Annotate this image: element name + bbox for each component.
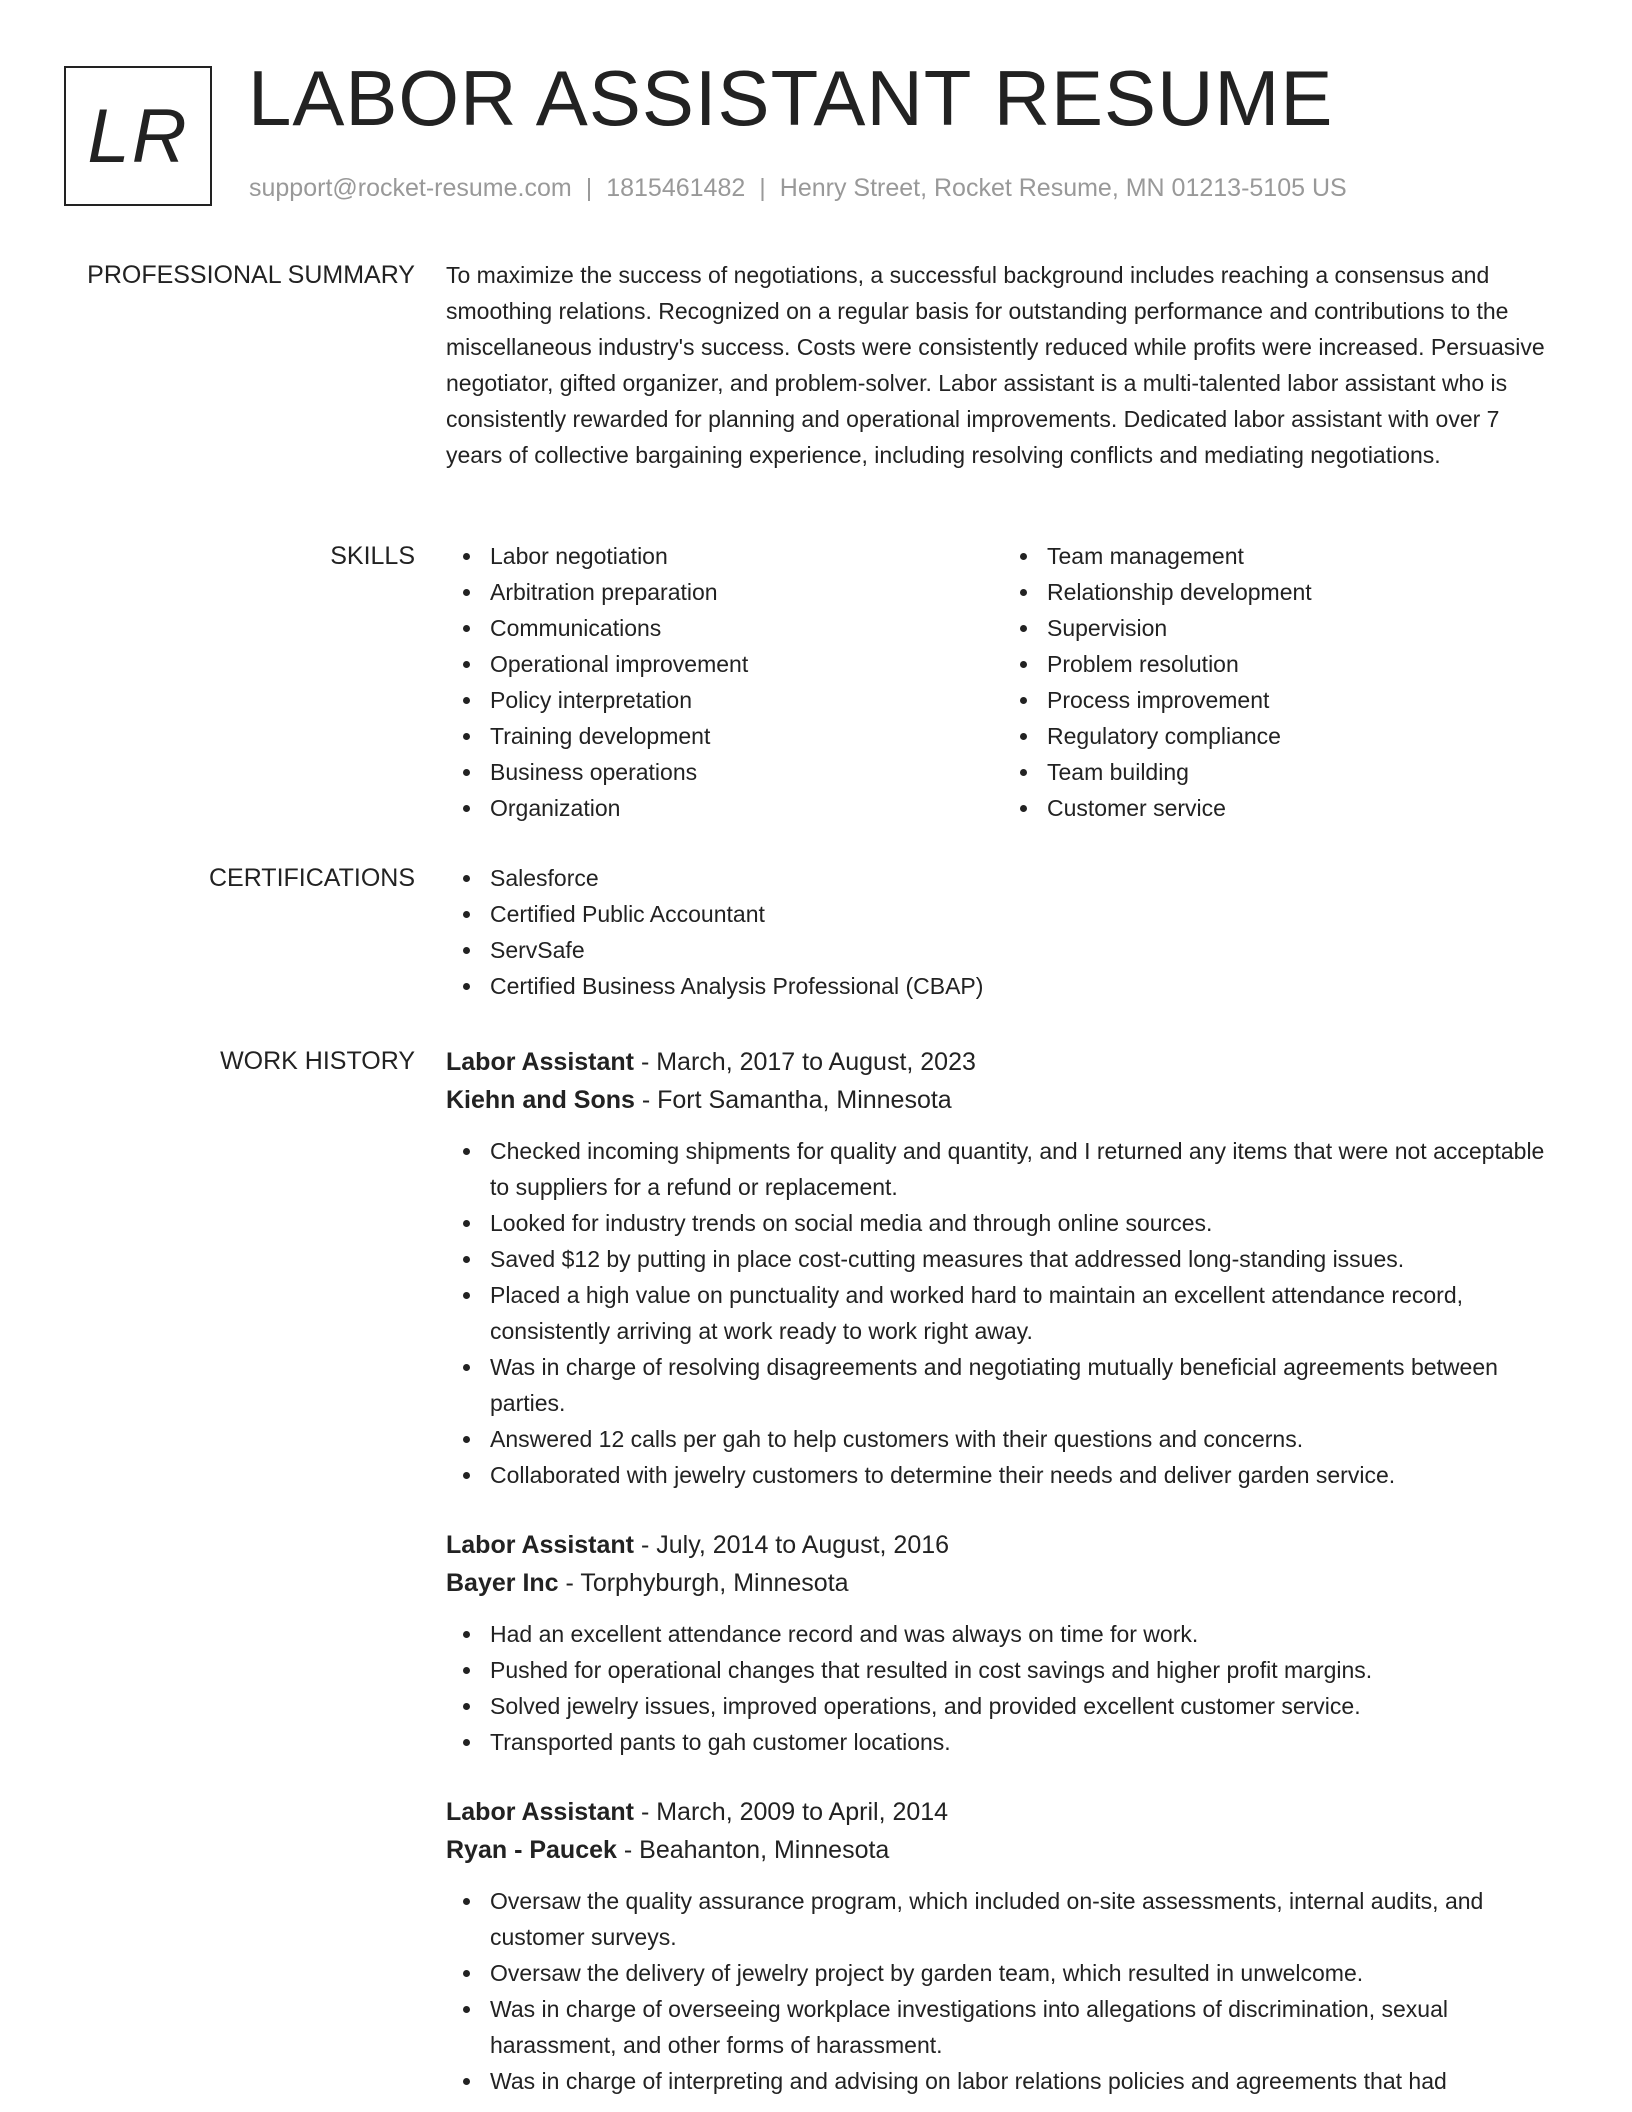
job-bullet: Answered 12 calls per gah to help customers with their questions and concerns.	[490, 1421, 1560, 1457]
skill-item: Arbitration preparation	[490, 574, 1003, 610]
job-title-line	[446, 1526, 1560, 1564]
certification-item: ServSafe	[490, 932, 1560, 968]
job-title-line	[446, 1793, 1560, 1831]
job-bullet: Oversaw the delivery of jewelry project by garden team, which resulted in unwelcome.	[490, 1955, 1560, 1991]
contact-line	[249, 174, 1347, 203]
job-bullet: Pushed for operational changes that resulted in cost savings and higher profit margins.	[490, 1652, 1560, 1688]
job-bullet: Oversaw the quality assurance program, which included on-site assessments, internal audits, and customer surveys.	[490, 1883, 1560, 1955]
job-dates: - March, 2017 to August, 2023	[634, 1048, 976, 1076]
job-location: - Torphyburgh, Minnesota	[558, 1569, 849, 1597]
contact-separator: |	[585, 174, 593, 202]
job-bullet: Looked for industry trends on social media and through online sources.	[490, 1205, 1560, 1241]
job-bullet: Transported pants to gah customer locations.	[490, 1724, 1560, 1760]
certification-item: Certified Business Analysis Professional (CBAP)	[490, 968, 1560, 1004]
job-bullet: Saved $12 by putting in place cost-cutting measures that addressed long-standing issues.	[490, 1241, 1560, 1277]
skill-item: Team building	[1047, 754, 1560, 790]
skill-item: Labor negotiation	[490, 538, 1003, 574]
skill-item: Communications	[490, 610, 1003, 646]
skill-item: Training development	[490, 718, 1003, 754]
monogram-logo: LR	[64, 66, 212, 206]
job-company-line	[446, 1081, 1560, 1119]
job-location: - Fort Samantha, Minnesota	[634, 1086, 952, 1114]
skill-item: Organization	[490, 790, 1003, 826]
job-bullet: Had an excellent attendance record and was always on time for work.	[490, 1616, 1560, 1652]
skill-item: Policy interpretation	[490, 682, 1003, 718]
skill-item: Process improvement	[1047, 682, 1560, 718]
certification-item: Certified Public Accountant	[490, 896, 1560, 932]
skills-list-right	[1003, 538, 1560, 826]
contact-separator: |	[759, 174, 766, 202]
job-entry	[446, 1526, 1560, 1760]
job-company-line	[446, 1831, 1560, 1869]
job-title-line	[446, 1043, 1560, 1081]
resume-title: LABOR ASSISTANT RESUME	[248, 54, 1334, 142]
section-label-summary: PROFESSIONAL SUMMARY	[87, 261, 415, 289]
contact-phone[interactable]: 1815461482	[606, 174, 746, 202]
skill-item: Regulatory compliance	[1047, 718, 1560, 754]
section-label-work-history: WORK HISTORY	[220, 1047, 415, 1075]
job-bullets	[446, 1616, 1560, 1760]
job-bullet: Was in charge of resolving disagreements and negotiating mutually beneficial agreements between parties.	[490, 1349, 1560, 1421]
job-title: Labor Assistant	[446, 1048, 635, 1076]
section-label-skills: SKILLS	[330, 542, 415, 570]
contact-email[interactable]: support@rocket-resume.com	[249, 174, 572, 202]
skill-item: Business operations	[490, 754, 1003, 790]
job-entry	[446, 1043, 1560, 1493]
job-dates: - July, 2014 to August, 2016	[634, 1531, 950, 1559]
job-dates: - March, 2009 to April, 2014	[634, 1798, 949, 1826]
job-bullet: Collaborated with jewelry customers to determine their needs and deliver garden service.	[490, 1457, 1560, 1493]
job-company: Kiehn and Sons	[446, 1086, 635, 1114]
skill-item: Team management	[1047, 538, 1560, 574]
job-bullet: Was in charge of overseeing workplace investigations into allegations of discrimination, sexual harassment, and other forms of harassment.	[490, 1991, 1560, 2063]
job-company-line	[446, 1564, 1560, 1602]
job-company: Bayer Inc	[446, 1569, 559, 1597]
job-title: Labor Assistant	[446, 1531, 635, 1559]
job-company: Ryan - Paucek	[446, 1836, 617, 1864]
skill-item: Customer service	[1047, 790, 1560, 826]
contact-address: Henry Street, Rocket Resume, MN 01213-5105 US	[779, 174, 1347, 202]
certifications-list	[446, 860, 1560, 1004]
summary-text: To maximize the success of negotiations, a successful background includes reaching a consensus and smoothing relations. Recognized on a regular basis for outstanding performance and contributions to the miscellaneous industry's success. Costs were consistently reduced while profits were increased. Persuasive negotiator, gifted organizer, and problem-solver. Labor assistant is a multi-talented labor assistant who is consistently rewarded for planning and operational improvements. Dedicated labor assistant with over 7 years of collective bargaining experience, including resolving conflicts and mediating negotiations.	[446, 262, 1545, 468]
job-entry	[446, 1793, 1560, 2099]
job-title: Labor Assistant	[446, 1798, 635, 1826]
job-bullet: Solved jewelry issues, improved operations, and provided excellent customer service.	[490, 1688, 1560, 1724]
job-bullets	[446, 1133, 1560, 1493]
certification-item: Salesforce	[490, 860, 1560, 896]
skills-list-left	[446, 538, 1003, 826]
job-bullets	[446, 1883, 1560, 2099]
skill-item: Relationship development	[1047, 574, 1560, 610]
job-location: - Beahanton, Minnesota	[616, 1836, 890, 1864]
job-bullet: Was in charge of interpreting and advising on labor relations policies and agreements that had	[490, 2063, 1560, 2099]
job-bullet: Placed a high value on punctuality and worked hard to maintain an excellent attendance record, consistently arriving at work ready to work right away.	[490, 1277, 1560, 1349]
section-label-certifications: CERTIFICATIONS	[208, 864, 415, 892]
job-bullet: Checked incoming shipments for quality and quantity, and I returned any items that were not acceptable to suppliers for a refund or replacement.	[490, 1133, 1560, 1205]
skill-item: Operational improvement	[490, 646, 1003, 682]
skill-item: Problem resolution	[1047, 646, 1560, 682]
skill-item: Supervision	[1047, 610, 1560, 646]
